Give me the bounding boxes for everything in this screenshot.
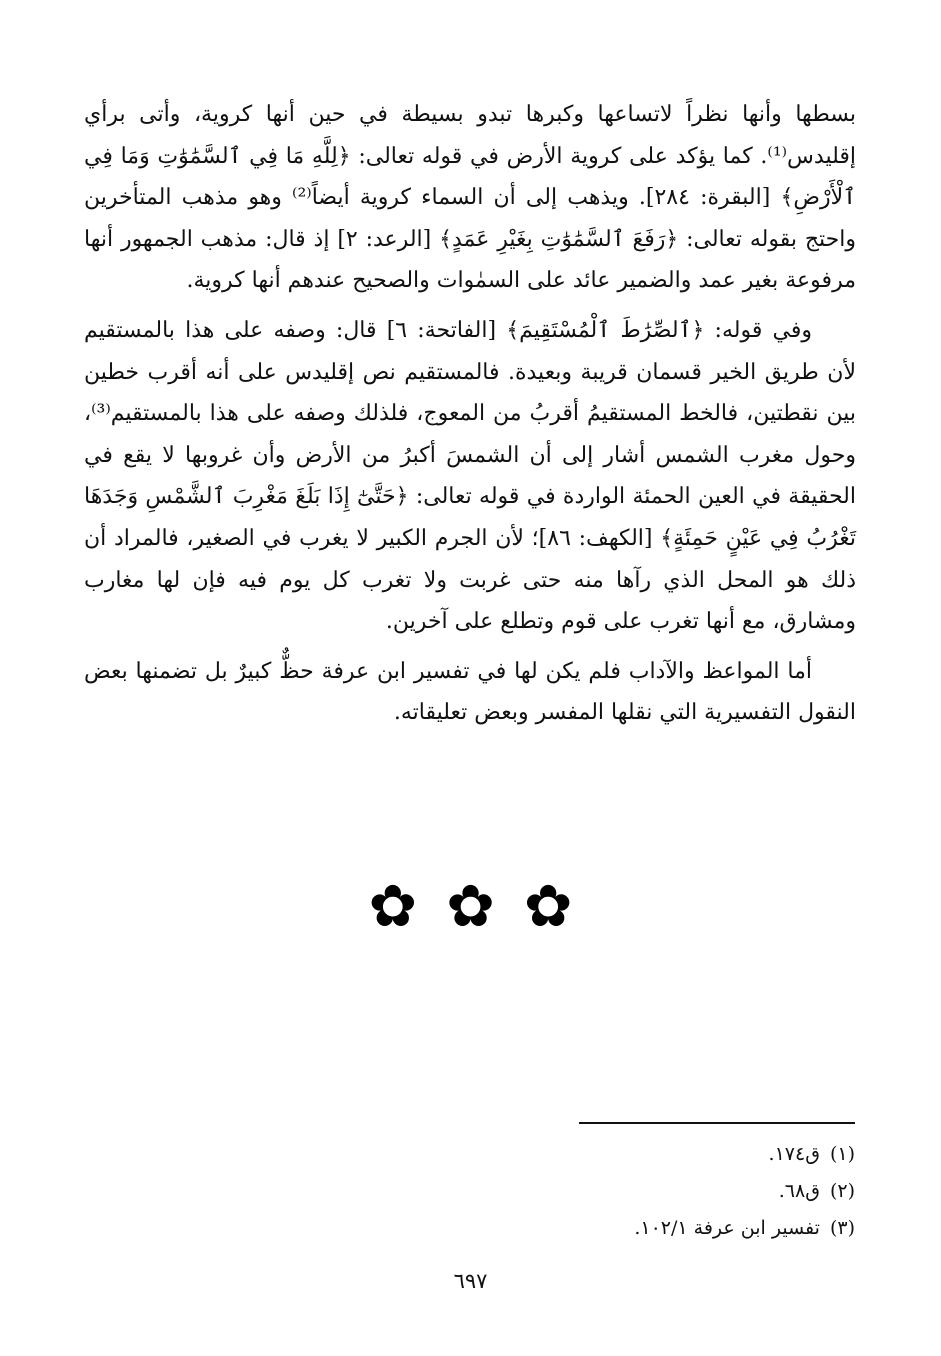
- footnotes: [479, 1136, 855, 1247]
- footnote-item: [479, 1136, 855, 1173]
- footnote-number: (٢): [829, 1180, 855, 1202]
- page-number: ٦٩٧: [453, 1269, 488, 1293]
- flower-ornament-icon: ✿: [368, 872, 418, 940]
- main-text: [84, 94, 856, 734]
- footnote-text: ق١٧٤.: [768, 1143, 820, 1165]
- footnote-number: (١): [829, 1143, 855, 1165]
- paragraph-3: أما المواعظ والآداب فلم يكن لها في تفسير ابن عرفة حظٌّ كبيرٌ بل تضمنها بعض النقول التفسيرية التي نقلها المفسر وبعض تعليقاته.: [84, 658, 856, 726]
- footnote-text: تفسير ابن عرفة ١٠٢/١.: [634, 1217, 820, 1239]
- footnote-number: (٣): [829, 1217, 855, 1239]
- section-divider-ornaments: [0, 872, 941, 940]
- flower-ornament-icon: ✿: [446, 872, 495, 940]
- paragraph-1: بسطها وأنها نظراً لاتساعها وكبرها تبدو بسيطة في حين أنها كروية، وأتى برأي إقليدس⁽¹⁾. كما يؤكد على كروية الأرض في قوله تعالى: ﴿لِلَّهِ مَا فِي ٱلسَّمَٰوَٰتِ وَمَا فِي ٱلْأَرْضِ﴾ [البقرة: ٢٨٤]. ويذهب إلى أن السماء كروية أيضاً⁽²⁾ وهو مذهب المتأخرين واحتج بقوله تعالى: ﴿رَفَعَ ٱلسَّمَٰوَٰتِ بِغَيْرِ عَمَدٍ﴾ [الرعد: ٢] إذ قال: مذهب الجمهور أنها مرفوعة بغير عمد والضمير عائد على السمٰوات والصحيح عندهم أنها كروية.: [84, 102, 857, 294]
- paragraph-2: وفي قوله: ﴿ٱلصِّرَٰطَ ٱلْمُسْتَقِيمَ﴾ [الفاتحة: ٦] قال: وصفه على هذا بالمستقيم لأن طريق الخير قسمان قريبة وبعيدة. فالمستقيم نص إقليدس على أنه أقرب خطين بين نقطتين، فالخط المستقيمُ أقربُ من المعوج، فلذلك وصفه على هذا بالمستقيم⁽³⁾، وحول مغرب الشمس أشار إلى أن الشمسَ أكبرُ من الأرض وأن غروبها لا يقع في الحقيقة في العين الحمئة الواردة في قوله تعالى: ﴿حَتَّىٰٓ إِذَا بَلَغَ مَغْرِبَ ٱلشَّمْسِ وَجَدَهَا تَغْرُبُ فِي عَيْنٍ حَمِئَةٍ﴾ [الكهف: ٨٦]؛ لأن الجرم الكبير لا يغرب في الصغير، فالمراد أن ذلك هو المحل الذي رآها منه حتى غربت ولا تغرب كل يوم فيه فإن لها مغارب ومشارق، مع أنها تغرب على قوم وتطلع على آخرين.: [84, 317, 856, 635]
- footnote-text: ق٦٨.: [778, 1180, 820, 1202]
- flower-ornament-icon: ✿: [523, 872, 573, 940]
- footnote-item: [479, 1173, 855, 1210]
- footnote-item: [479, 1210, 855, 1247]
- footnote-separator: [579, 1122, 855, 1124]
